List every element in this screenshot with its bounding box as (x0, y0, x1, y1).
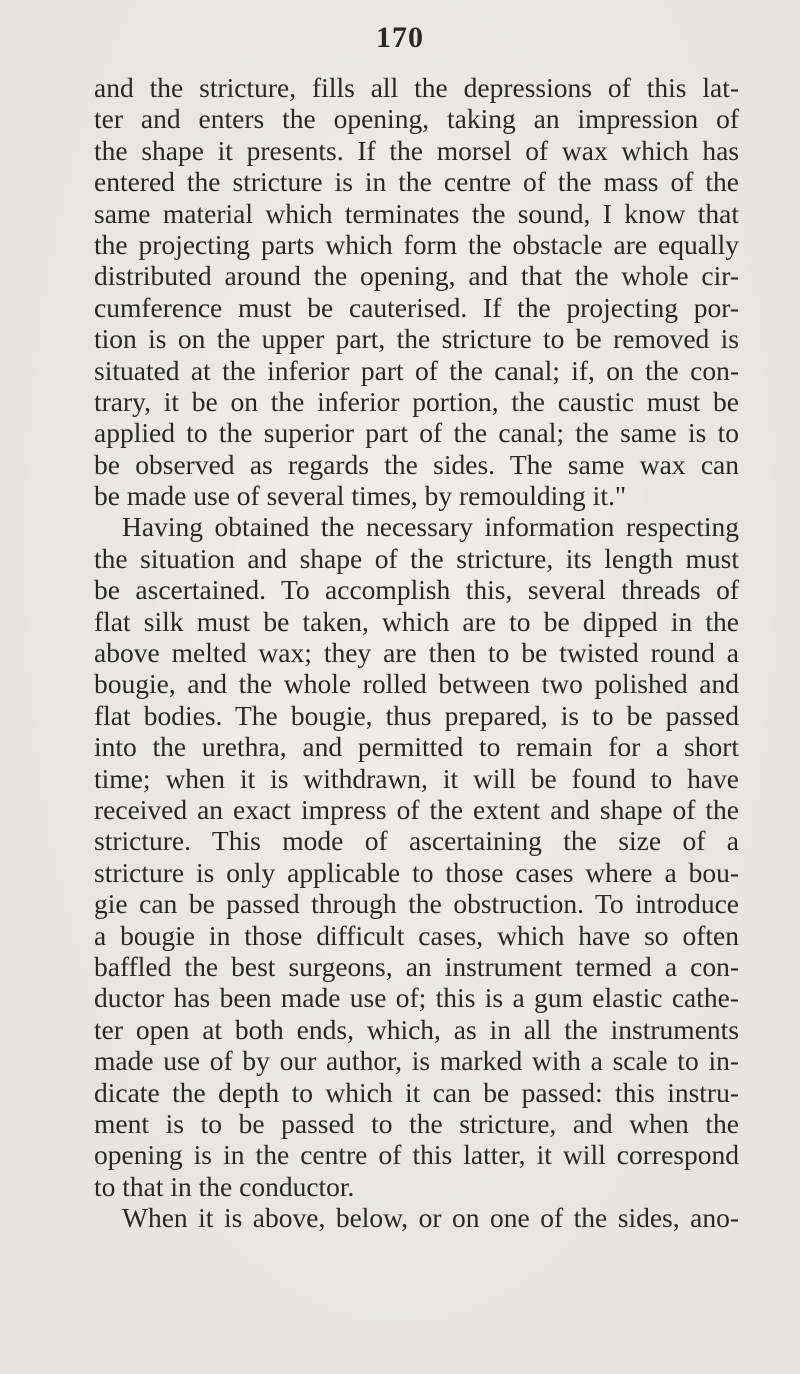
text-line: same material which terminates the sound, I know that (94, 197, 739, 229)
text-line: When it is above, below, or on one of the sides, ano- (122, 1202, 739, 1234)
text-line: trary, it be on the inferior portion, the caustic must be (94, 385, 739, 417)
page-number: 170 (376, 21, 424, 54)
text-line: cumference must be cauterised. If the projecting por- (94, 291, 739, 323)
text-line: the situation and shape of the stricture, its length must (94, 542, 739, 574)
text-line: tion is on the upper part, the stricture to be removed is (94, 323, 739, 355)
text-line: the projecting parts which form the obstacle are equally (94, 228, 739, 260)
text-line: flat bodies. The bougie, thus prepared, is to be passed (94, 699, 739, 731)
text-line: bougie, and the whole rolled between two polished and (94, 668, 739, 700)
text-line: to that in the conductor. (94, 1170, 355, 1202)
text-line: and the stricture, fills all the depressions of this lat- (94, 72, 739, 103)
text-line: be observed as regards the sides. The same wax can (94, 448, 739, 480)
text-line: distributed around the opening, and that the whole cir- (94, 260, 739, 292)
text-line: situated at the inferior part of the canal; if, on the con- (94, 354, 739, 386)
text-line: made use of by our author, is marked with a scale to in- (94, 1045, 739, 1077)
text-line: the shape it presents. If the morsel of wax which has (94, 134, 739, 166)
text-line: Having obtained the necessary information respecting (122, 511, 739, 543)
text-line: ductor has been made use of; this is a gum elastic cathe- (94, 982, 739, 1014)
text-line: gie can be passed through the obstruction. To introduce (94, 888, 739, 920)
text-line: stricture is only applicable to those cases where a bou- (94, 856, 739, 888)
text-line: flat silk must be taken, which are to be dipped in the (94, 605, 739, 637)
text-line: dicate the depth to which it can be passed: this instru- (94, 1076, 739, 1108)
text-line: be ascertained. To accomplish this, several threads of (94, 574, 739, 606)
text-line: into the urethra, and permitted to remain for a short (94, 731, 739, 763)
text-line: ment is to be passed to the stricture, and when the (94, 1107, 739, 1139)
text-line: a bougie in those difficult cases, which have so often (94, 919, 739, 951)
text-line: applied to the superior part of the canal; the same is to (94, 417, 739, 449)
text-line: baffled the best surgeons, an instrument termed a con- (94, 950, 739, 982)
text-line: ter open at both ends, which, as in all the instruments (94, 1013, 739, 1045)
text-line: above melted wax; they are then to be twisted round a (94, 637, 739, 669)
text-line: ter and enters the opening, taking an impression of (94, 103, 739, 135)
text-line: time; when it is withdrawn, it will be found to have (94, 762, 739, 794)
text-line: be made use of several times, by remoulding it." (94, 480, 627, 512)
text-line: stricture. This mode of ascertaining the size of a (94, 825, 739, 857)
body-text (94, 72, 739, 1233)
text-line: entered the stricture is in the centre of the mass of the (94, 166, 739, 198)
text-line: received an exact impress of the extent and shape of the (94, 793, 739, 825)
text-line: opening is in the centre of this latter, it will correspond (94, 1139, 739, 1171)
